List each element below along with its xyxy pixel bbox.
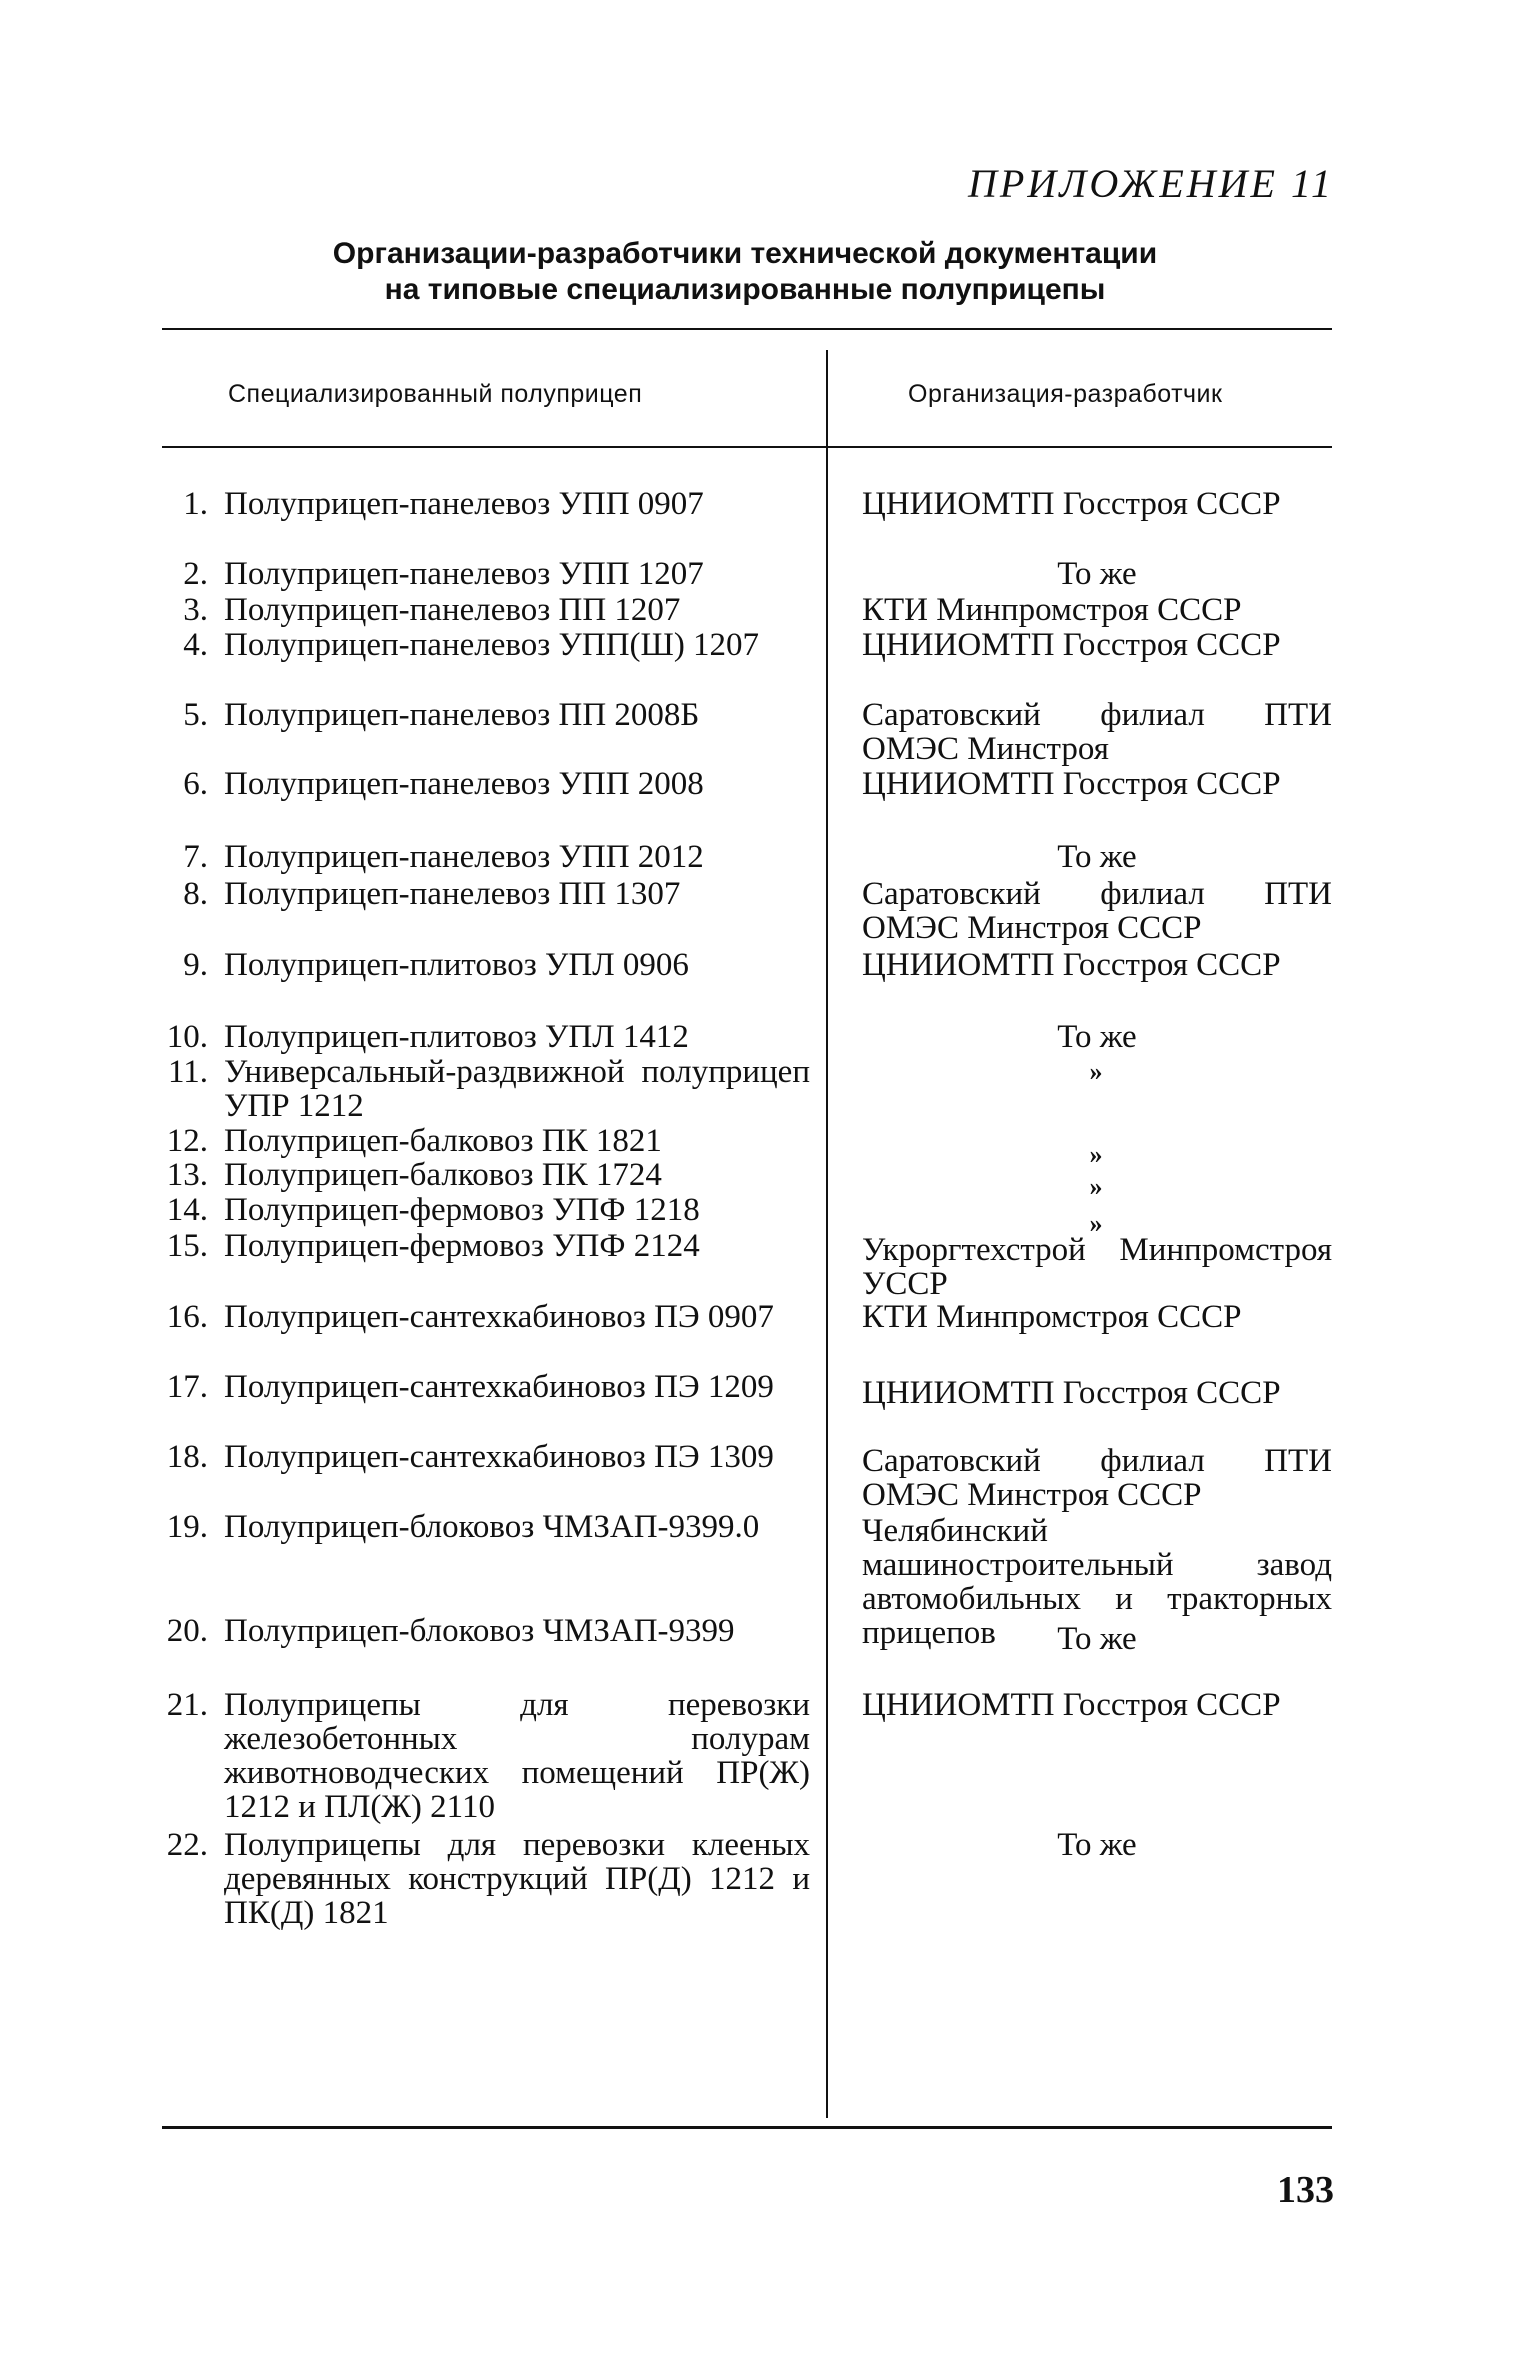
semitrailer-name: Полуприцеп-фермовоз УПФ 2124 bbox=[224, 1228, 700, 1264]
semitrailer-name: Полуприцеп-блоковоз ЧМЗАП-9399.0 bbox=[224, 1509, 760, 1545]
page-title bbox=[160, 236, 1330, 308]
semitrailer-name: Полуприцеп-панелевоз УПП 1207 bbox=[224, 556, 704, 592]
semitrailer-name: Полуприцеп-фермовоз УПФ 1218 bbox=[224, 1192, 700, 1228]
semitrailer-name: Полуприцепы для перевозки железобетонных полурам животноводческих помещений ПР(Ж) 1212 и ПЛ(Ж) 2110 bbox=[224, 1687, 810, 1825]
title-line-2: на типовые специализированные полуприцепы bbox=[384, 273, 1106, 306]
row-number: 1. bbox=[183, 486, 208, 522]
semitrailer-name: Полуприцеп-плитовоз УПЛ 0906 bbox=[224, 947, 689, 983]
developer-org: ЦНИИОМТП Госстроя СССР bbox=[862, 1687, 1281, 1723]
semitrailer-name: Полуприцеп-сантехкабиновоз ПЭ 1209 bbox=[224, 1369, 774, 1405]
semitrailer-name: Полуприцеп-блоковоз ЧМЗАП-9399 bbox=[224, 1613, 735, 1649]
row-number: 19. bbox=[166, 1509, 208, 1545]
semitrailer-name: Полуприцеп-панелевоз УПП(Ш) 1207 bbox=[224, 627, 760, 663]
developer-org: КТИ Минпромстроя СССР bbox=[862, 1299, 1242, 1335]
ditto-mark: » bbox=[1089, 1140, 1103, 1169]
semitrailer-name: Полуприцеп-панелевоз ПП 2008Б bbox=[224, 697, 700, 733]
developer-org: То же bbox=[1057, 1621, 1137, 1657]
semitrailer-name: Полуприцеп-панелевоз УПП 2008 bbox=[224, 766, 704, 802]
row-number: 9. bbox=[183, 947, 208, 983]
row-number: 7. bbox=[183, 839, 208, 875]
row-number: 4. bbox=[183, 627, 208, 663]
row-number: 6. bbox=[183, 766, 208, 802]
row-number: 15. bbox=[166, 1228, 208, 1264]
table-bottom-rule bbox=[162, 2126, 1332, 2129]
developer-org: ЦНИИОМТП Госстроя СССР bbox=[862, 1375, 1281, 1411]
table-header-rule bbox=[162, 446, 1332, 448]
row-number: 10. bbox=[166, 1019, 208, 1055]
page-number: 133 bbox=[1277, 2169, 1334, 2211]
title-line-1: Организации-разработчики технической документации bbox=[332, 237, 1158, 270]
semitrailer-name: Полуприцеп-плитовоз УПЛ 1412 bbox=[224, 1019, 689, 1055]
semitrailer-name: Универсальный-раздвижной полуприцеп УПР 1212 bbox=[224, 1054, 810, 1124]
semitrailer-name: Полуприцеп-сантехкабиновоз ПЭ 0907 bbox=[224, 1299, 774, 1335]
column-header-semitrailer: Специализированный полуприцеп bbox=[228, 380, 643, 408]
row-number: 17. bbox=[166, 1369, 208, 1405]
ditto-mark: » bbox=[1089, 1172, 1103, 1201]
table-top-rule bbox=[162, 328, 1332, 330]
row-number: 18. bbox=[166, 1439, 208, 1475]
column-divider bbox=[826, 350, 828, 2118]
developer-org: Саратовский филиал ПТИ ОМЭС Минстроя СССР bbox=[862, 1443, 1332, 1513]
developer-org: Укроргтехстрой Минпромстроя УССР bbox=[862, 1232, 1332, 1302]
row-number: 3. bbox=[183, 592, 208, 628]
row-number: 2. bbox=[183, 556, 208, 592]
developer-org: То же bbox=[1057, 1827, 1137, 1863]
row-number: 22. bbox=[166, 1827, 208, 1863]
developer-org: То же bbox=[1057, 1019, 1137, 1055]
row-number: 5. bbox=[183, 697, 208, 733]
row-number: 21. bbox=[166, 1687, 208, 1723]
row-number: 8. bbox=[183, 876, 208, 912]
row-number: 16. bbox=[166, 1299, 208, 1335]
semitrailer-name: Полуприцеп-панелевоз ПП 1207 bbox=[224, 592, 681, 628]
semitrailer-name: Полуприцеп-панелевоз УПП 0907 bbox=[224, 486, 704, 522]
row-number: 12. bbox=[166, 1123, 208, 1159]
row-number: 11. bbox=[167, 1054, 208, 1090]
developer-org: ЦНИИОМТП Госстроя СССР bbox=[862, 947, 1281, 983]
appendix-label: ПРИЛОЖЕНИЕ 11 bbox=[968, 161, 1334, 206]
developer-org: То же bbox=[1057, 839, 1137, 875]
ditto-mark: » bbox=[1089, 1209, 1103, 1238]
semitrailer-name: Полуприцеп-панелевоз ПП 1307 bbox=[224, 876, 681, 912]
developer-org: ЦНИИОМТП Госстроя СССР bbox=[862, 486, 1281, 522]
column-header-organization: Организация-разработчик bbox=[908, 380, 1223, 408]
semitrailer-name: Полуприцепы для перевозки клееных деревянных конструкций ПР(Д) 1212 и ПК(Д) 1821 bbox=[224, 1827, 810, 1931]
developer-org: ЦНИИОМТП Госстроя СССР bbox=[862, 627, 1281, 663]
developer-org: КТИ Минпромстроя СССР bbox=[862, 592, 1242, 628]
semitrailer-name: Полуприцеп-сантехкабиновоз ПЭ 1309 bbox=[224, 1439, 774, 1475]
developer-org: Саратовский филиал ПТИ ОМЭС Минстроя СССР bbox=[862, 876, 1332, 946]
semitrailer-name: Полуприцеп-панелевоз УПП 2012 bbox=[224, 839, 704, 875]
row-number: 13. bbox=[166, 1157, 208, 1193]
developer-org: То же bbox=[1057, 556, 1137, 592]
semitrailer-name: Полуприцеп-балковоз ПК 1724 bbox=[224, 1157, 662, 1193]
semitrailer-name: Полуприцеп-балковоз ПК 1821 bbox=[224, 1123, 662, 1159]
row-number: 20. bbox=[166, 1613, 208, 1649]
row-number: 14. bbox=[166, 1192, 208, 1228]
developer-org: Саратовский филиал ПТИ ОМЭС Минстроя bbox=[862, 697, 1332, 767]
ditto-mark: » bbox=[1089, 1057, 1103, 1086]
developer-org: Челябинский машиностроительный завод автомобильных и тракторных прицепов bbox=[862, 1513, 1332, 1651]
developer-org: ЦНИИОМТП Госстроя СССР bbox=[862, 766, 1281, 802]
